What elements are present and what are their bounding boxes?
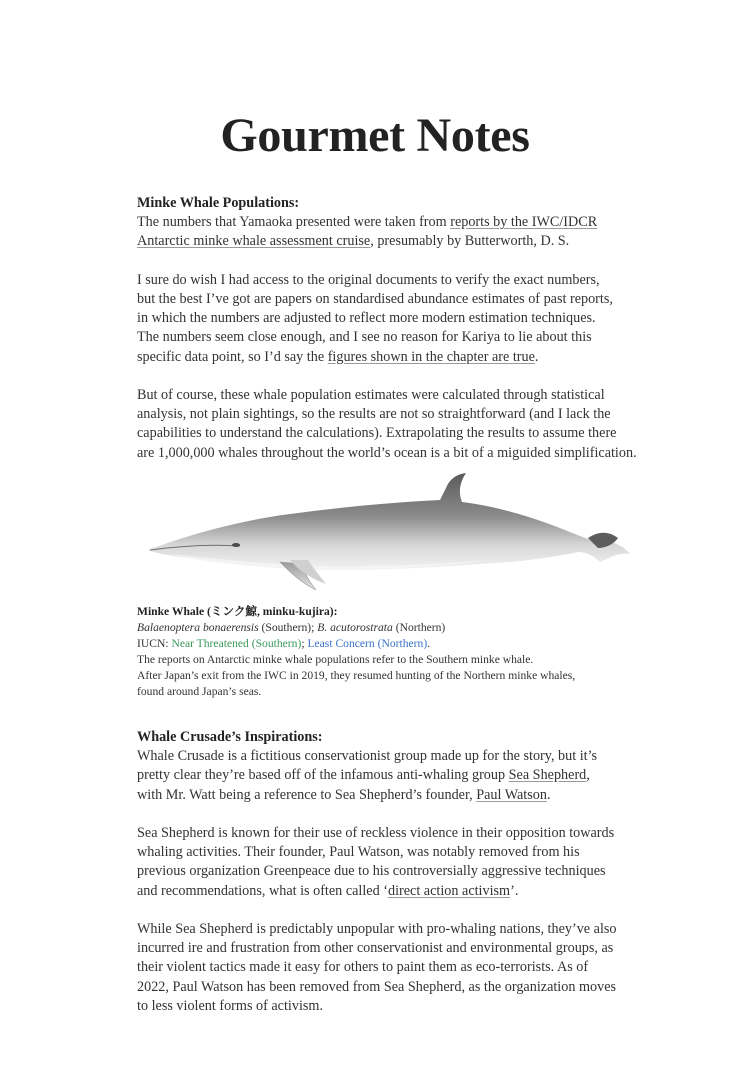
text-line: previous organization Greenpeace due to his controversially aggressive techniques [137, 863, 606, 880]
minke-whale-illustration [140, 466, 640, 596]
iucn-status-northern: Least Concern (Northern) [307, 637, 428, 650]
section-heading: Whale Crusade’s Inspirations: [137, 729, 323, 745]
text-span: with Mr. Watt being a reference to Sea Shepherd’s founder, [137, 786, 477, 803]
whale-eye [232, 543, 240, 547]
paragraph-gap [137, 367, 697, 386]
text-line: analysis, not plain sightings, so the results are not so straightforward (and I lack the [137, 406, 611, 423]
sea-shepherd-link[interactable]: Sea Shepherd [508, 767, 587, 784]
figures-true-link[interactable]: figures shown in the chapter are true [327, 348, 535, 365]
paragraph-gap [137, 901, 697, 920]
iucn-status-southern: Near Threatened (Southern) [171, 637, 302, 650]
text-line: 2022, Paul Watson has been removed from Sea Shepherd, as the organization moves [137, 978, 617, 995]
text-line: incurred ire and frustration from other conservationist and environmental groups, as [137, 940, 614, 957]
text-line: are 1,000,000 whales throughout the world’s ocean is a bit of a miguided simplification. [137, 444, 637, 461]
paragraph-gap [137, 805, 697, 824]
iwc-reports-link[interactable]: reports by the IWC/IDCR [450, 214, 598, 231]
text-line: but the best I’ve got are papers on standardised abundance estimates of past reports, [137, 291, 613, 307]
text-span: , [586, 767, 590, 784]
text-line: While Sea Shepherd is predictably unpopular with pro-whaling nations, they’ve also [137, 921, 617, 937]
text-line [137, 213, 697, 232]
text-span: . [534, 348, 539, 365]
caption-species-line [137, 620, 697, 636]
text-line [137, 766, 697, 785]
assessment-cruise-link[interactable]: Antarctic minke whale assessment cruise [137, 233, 371, 250]
text-span: ’. [510, 882, 519, 899]
caption-title: Minke Whale (ミンク鯨, minku-kujira): [137, 605, 338, 618]
paragraph-gap [137, 252, 697, 271]
text-line [137, 348, 697, 367]
text-span: IUCN: [137, 637, 172, 650]
text-span: . [546, 786, 551, 803]
minke-population-section [137, 194, 697, 463]
text-line: their violent tactics made it easy for others to paint them as eco-terrorists. As of [137, 959, 589, 976]
page-title: Gourmet Notes [220, 109, 530, 162]
text-line: to less violent forms of activism. [137, 997, 323, 1014]
caption-line: The reports on Antarctic minke whale populations refer to the Southern minke whale. [137, 653, 534, 666]
text-line: The numbers seem close enough, and I see no reason for Kariya to lie about this [137, 329, 592, 346]
text-span: specific data point, so I’d say the [137, 348, 328, 365]
text-line [137, 232, 697, 251]
text-line [137, 882, 697, 901]
text-span: (Southern); [258, 621, 318, 634]
caption-line: After Japan’s exit from the IWC in 2019, they resumed hunting of the Northern minke whales, [137, 669, 576, 682]
text-line: Whale Crusade is a fictitious conservationist group made up for the story, but it’s [137, 748, 598, 765]
caption-iucn-line [137, 636, 697, 652]
text-line: whaling activities. Their founder, Paul Watson, was notably removed from his [137, 844, 580, 861]
caption-line: found around Japan’s seas. [137, 685, 262, 698]
text-span: , presumably by Butterworth, D. S. [370, 233, 570, 250]
text-line: capabilities to understand the calculations). Extrapolating the results to assume there [137, 425, 617, 442]
paul-watson-link[interactable]: Paul Watson [476, 786, 547, 803]
text-line: I sure do wish I had access to the original documents to verify the exact numbers, [137, 271, 600, 288]
whale-crusade-section [137, 728, 697, 1016]
species-southern: Balaenoptera bonaerensis [137, 621, 259, 634]
whale-caption [137, 604, 697, 700]
text-span: and recommendations, what is often called ‘ [137, 882, 388, 899]
text-line: in which the numbers are adjusted to reflect more modern estimation techniques. [137, 310, 596, 327]
text-line: But of course, these whale population estimates were calculated through statistical [137, 387, 605, 403]
text-span: . [427, 637, 431, 650]
species-northern: B. acutorostrata [317, 621, 393, 634]
whale-body [148, 473, 630, 570]
text-line: Sea Shepherd is known for their use of reckless violence in their opposition towards [137, 825, 615, 841]
text-span: (Northern) [392, 621, 446, 634]
text-line [137, 786, 697, 805]
text-span: pretty clear they’re based off of the infamous anti-whaling group [137, 767, 509, 784]
text-span: The numbers that Yamaoka presented were taken from [137, 214, 451, 231]
direct-action-activism-link[interactable]: direct action activism [387, 882, 511, 899]
text-span: ; [301, 637, 308, 650]
section-heading: Minke Whale Populations: [137, 195, 300, 211]
